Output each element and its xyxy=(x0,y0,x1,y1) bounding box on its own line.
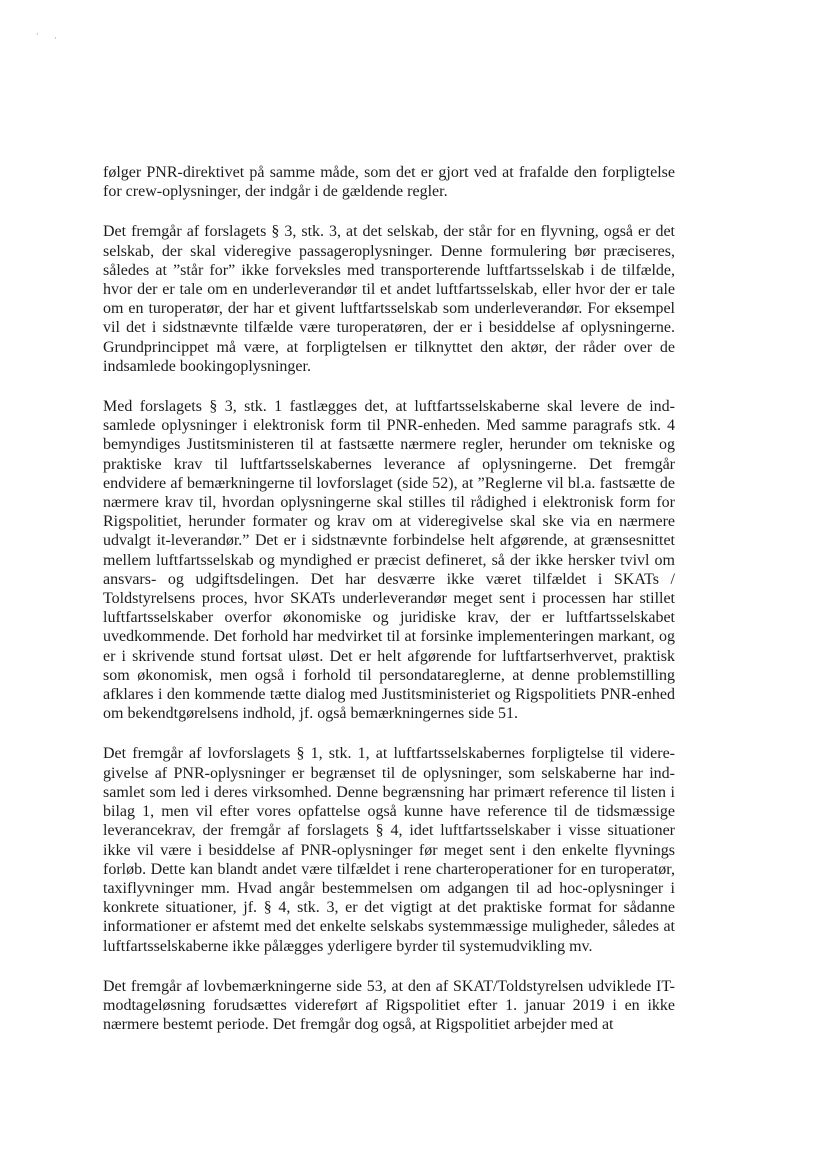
paragraph-pnr-directive: følger PNR-direktivet på samme måde, som det er gjort ved at frafalde den forpligtelse for crew-oplysninger, der indgår i de gældende regler. xyxy=(103,164,675,201)
scan-speck: · xyxy=(36,30,39,40)
paragraph-section-3-stk-3: Det fremgår af forslagets § 3, stk. 3, at det selskab, der står for en flyvning, også er det selskab, der skal videregive passageroplysninger. Denne formulering bør præciseres, således at ”står for” ikke forveksles med transporterende luftfartsselskab i de tilfælde, hvor der er tale om en underleverandør til et andet luftfartsselskab, eller hvor der er tale om en turoperatør, der har et givent luftfartsselskab som underleverandør. For eksempel vil det i sidstnævnte tilfælde være turoperatøren, der er i besiddelse af oplysningerne. Grundprincippet må være, at forpligtelsen er tilknyttet den aktør, der råder over de indsamlede bookingoplysninger. xyxy=(103,223,675,375)
paragraph-it-solution: Det fremgår af lovbemærkningerne side 53, at den af SKAT/Toldstyrelsen udviklede IT-modtageløsning forudsættes videreført af Rigspolitiet efter 1. januar 2019 i en ikke nærmere bestemt periode. Det fremgår dog også, at Rigspolitiet arbejder med at xyxy=(103,977,675,1034)
scan-speck: · xyxy=(54,34,57,44)
paragraph-section-3-stk-1: Med forslagets § 3, stk. 1 fastlægges det, at luftfartsselskaberne skal levere de indsamlede oplysninger i elektronisk form til PNR-enheden. Med samme paragrafs stk. 4 bemyndiges Justitsministeren til at fastsætte nærmere regler, herunder om tekniske og praktiske krav til luftfartsselskabernes leverance af oplysningerne. Det fremgår endvidere af bemærkningerne til lovforslaget (side 52), at ”Reglerne vil bl.a. fastsætte de nærmere krav til, hvordan oplysningerne skal stilles til rådighed i elektronisk form for Rigspolitiet, herunder formater og krav om at videregivelse skal ske via en nærmere udvalgt it-leverandør.” Det er i sidstnævnte forbindelse helt afgørende, at grænsesnittet mellem luftfartsselskab og myndighed er præcist defineret, så der ikke hersker tvivl om ansvars- og udgiftsdelingen. Det har desværre ikke været tilfældet i SKATs / Toldstyrelsens proces, hvor SKATs underleverandør meget sent i processen har stillet luftfartsselskaber overfor økonomiske og juridiske krav, der er luftfartsselskabet uvedkommende. Det forhold har medvirket til at forsinke implementeringen markant, og er i skrivende stund fortsat uløst. Det er helt afgørende for luftfartserhvervet, praktisk som økonomisk, men også i forhold til persondatareglerne, at denne problemstilling afklares i den kommende tætte dialog med Justitsministeriet og Rigspolitiets PNR-enhed om bekendtgørelsens indhold, jf. også bemærkningernes side 51. xyxy=(103,398,675,723)
document-body xyxy=(103,163,675,1055)
paragraph-section-1-stk-1: Det fremgår af lovforslagets § 1, stk. 1, at luftfartsselskabernes forpligtelse til videregivelse af PNR-oplysninger er begrænset til de oplysninger, som selskaberne har indsamlet som led i deres virksomhed. Denne begrænsning har primært reference til listen i bilag 1, men vil efter vores opfattelse også kunne have reference til de tidsmæssige leverancekrav, der fremgår af forslagets § 4, idet luftfartsselskaber i visse situationer ikke vil være i besiddelse af PNR-oplysninger før meget sent i den enkelte flyvnings forløb. Dette kan blandt andet være tilfældet i rene charteroperationer for en turoperatør, taxiflyvninger mm. Hvad angår bestemmelsen om adgangen til ad hoc-oplysninger i konkrete situationer, jf. § 4, stk. 3, er det vigtigt at det praktiske format for sådanne informationer er afstemt med det enkelte selskabs systemmæssige muligheder, således at luftfartsselskaberne ikke pålægges yderligere byrder til systemudvikling mv. xyxy=(103,745,675,955)
